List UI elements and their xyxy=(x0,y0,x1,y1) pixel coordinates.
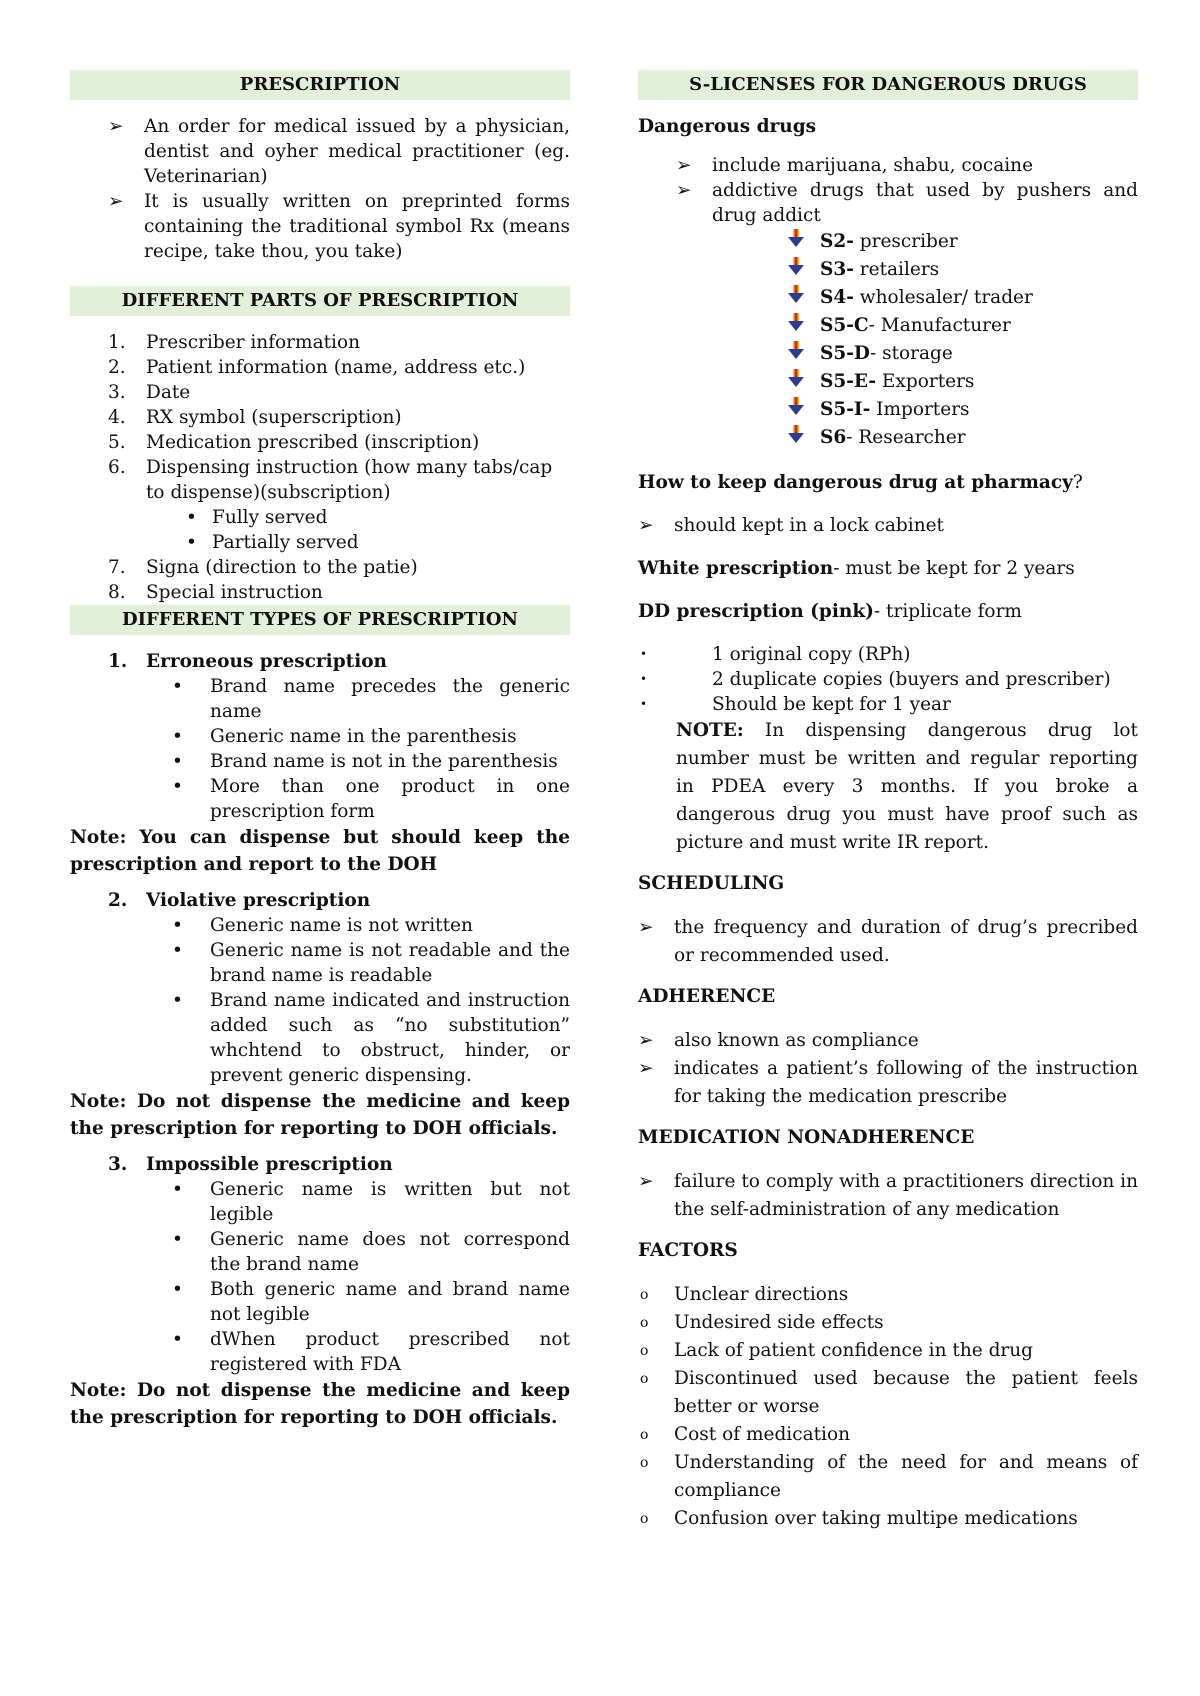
list-item xyxy=(638,1365,1138,1421)
text: Generic name is not written xyxy=(210,915,473,936)
list-item xyxy=(70,1227,570,1277)
list-item xyxy=(638,368,1138,396)
list-item xyxy=(70,555,570,580)
text: Partially served xyxy=(212,532,359,553)
list-item xyxy=(70,938,570,988)
bullet-icon: • xyxy=(172,940,183,961)
text: In dispensing dangerous drug lot number must be written and regular reporting in PDEA every 3 months. If you broke a dangerous drug you must have proof such as picture and must write IR report. xyxy=(676,720,1138,853)
list-item xyxy=(638,914,1138,970)
text: Cost of medication xyxy=(674,1424,851,1445)
list-item xyxy=(70,114,570,189)
text: retailers xyxy=(853,259,940,280)
text: Medication prescribed (inscription) xyxy=(146,432,480,453)
circle-bullet-icon: o xyxy=(640,1455,649,1471)
text: Both generic name and brand name not legible xyxy=(210,1279,570,1325)
bullet-icon: • xyxy=(172,990,183,1011)
text: dWhen product prescribed not registered with FDA xyxy=(210,1329,570,1375)
list-item xyxy=(638,312,1138,340)
list-item xyxy=(70,1177,570,1227)
text: Date xyxy=(146,382,191,403)
list-item xyxy=(70,988,570,1088)
down-arrow-bullet-icon xyxy=(788,228,804,248)
text: ? xyxy=(1072,472,1083,493)
down-arrow-bullet-icon xyxy=(788,340,804,360)
text: 2 duplicate copies (buyers and prescriber) xyxy=(712,669,1111,690)
nonadherence-heading: MEDICATION NONADHERENCE xyxy=(638,1127,975,1148)
list-item xyxy=(70,189,570,264)
list-item xyxy=(70,405,570,430)
text: failure to comply with a practitioners direction in the self-administration of any medication xyxy=(674,1171,1138,1220)
text: Generic name is not readable and the brand name is readable xyxy=(210,940,570,986)
text: wholesaler/ trader xyxy=(853,287,1033,308)
arrow-bullet-icon: ➢ xyxy=(638,1058,654,1079)
text: Exporters xyxy=(876,371,975,392)
erroneous-title xyxy=(70,649,570,674)
bullet-icon: • xyxy=(172,776,183,797)
bullet-icon: • xyxy=(186,532,197,553)
storage-question xyxy=(638,470,1138,495)
list-item xyxy=(638,1027,1138,1055)
text: also known as compliance xyxy=(674,1030,919,1051)
text: - Researcher xyxy=(846,427,966,448)
text: the frequency and duration of drug’s precribed or recommended used. xyxy=(674,917,1138,966)
text: Discontinued used because the patient feels better or worse xyxy=(674,1368,1138,1417)
list-number: 4. xyxy=(108,407,126,428)
text: An order for medical issued by a physician, dentist and oyher medical practitioner (eg. Veterinarian) xyxy=(144,116,570,187)
list-item xyxy=(70,1277,570,1327)
text: - triplicate form xyxy=(873,601,1022,622)
bullet-icon: • xyxy=(640,697,648,711)
list-item xyxy=(70,430,570,455)
text: Generic name does not correspond the brand name xyxy=(210,1229,570,1275)
list-number: 2. xyxy=(108,357,126,378)
text: should kept in a lock cabinet xyxy=(674,515,944,536)
down-arrow-bullet-icon xyxy=(788,312,804,332)
arrow-bullet-icon: ➢ xyxy=(638,917,654,938)
erroneous-note: Note: You can dispense but should keep the prescription and report to the DOH xyxy=(70,827,570,875)
text: S5-I- xyxy=(820,399,871,420)
list-item xyxy=(638,424,1138,452)
circle-bullet-icon: o xyxy=(640,1315,649,1331)
text: Unclear directions xyxy=(674,1284,849,1305)
list-item xyxy=(70,913,570,938)
list-number: 1. xyxy=(108,651,128,672)
list-item xyxy=(638,1309,1138,1337)
text: 1 original copy (RPh) xyxy=(712,644,911,665)
text: S3- xyxy=(820,259,854,280)
text: Prescriber information xyxy=(146,332,361,353)
list-item xyxy=(70,505,570,530)
bullet-icon: • xyxy=(172,1329,183,1350)
right-column xyxy=(638,70,1138,1533)
text: Undesired side effects xyxy=(674,1312,884,1333)
types-heading: DIFFERENT TYPES OF PRESCRIPTION xyxy=(70,605,570,635)
white-prescription xyxy=(638,556,1138,581)
list-item xyxy=(70,355,570,380)
list-number: 2. xyxy=(108,890,128,911)
list-number: 5. xyxy=(108,432,126,453)
list-item xyxy=(70,1327,570,1377)
circle-bullet-icon: o xyxy=(640,1287,649,1303)
list-number: 8. xyxy=(108,582,126,603)
list-item xyxy=(638,1505,1138,1533)
list-item xyxy=(638,178,1138,228)
list-item xyxy=(70,749,570,774)
list-item xyxy=(638,1337,1138,1365)
text: S5-C xyxy=(820,315,869,336)
bullet-icon: • xyxy=(172,1229,183,1250)
list-item xyxy=(638,1055,1138,1111)
list-item xyxy=(70,380,570,405)
text: S5-E- xyxy=(820,371,877,392)
bullet-icon: • xyxy=(640,647,648,661)
circle-bullet-icon: o xyxy=(640,1343,649,1359)
text: Signa (direction to the patie) xyxy=(146,557,418,578)
circle-bullet-icon: o xyxy=(640,1427,649,1443)
list-item xyxy=(638,340,1138,368)
impossible-note: Note: Do not dispense the medicine and keep the prescription for reporting to DOH officials. xyxy=(70,1380,570,1428)
bullet-icon: • xyxy=(172,751,183,772)
text: Brand name precedes the generic name xyxy=(210,676,570,722)
text: Importers xyxy=(870,399,970,420)
text: Generic name is written but not legible xyxy=(210,1179,570,1225)
text: It is usually written on preprinted forms containing the traditional symbol Rx (means recipe, take thou, you take) xyxy=(144,191,570,262)
circle-bullet-icon: o xyxy=(640,1511,649,1527)
text: S6 xyxy=(820,427,847,448)
factors-heading: FACTORS xyxy=(638,1240,738,1261)
bullet-icon: • xyxy=(172,676,183,697)
text: Patient information (name, address etc.) xyxy=(146,357,526,378)
text: Confusion over taking multipe medications xyxy=(674,1508,1078,1529)
licenses-heading: S-LICENSES FOR DANGEROUS DRUGS xyxy=(638,70,1138,100)
arrow-bullet-icon: ➢ xyxy=(638,1030,654,1051)
down-arrow-bullet-icon xyxy=(788,368,804,388)
arrow-bullet-icon: ➢ xyxy=(108,191,124,212)
arrow-bullet-icon: ➢ xyxy=(638,1171,654,1192)
circle-bullet-icon: o xyxy=(640,1371,649,1387)
text: Brand name indicated and instruction added such as “no substitution” whchtend to obstruct, hinder, or prevent generic dispensing. xyxy=(210,990,570,1086)
text: include marijuana, shabu, cocaine xyxy=(712,155,1034,176)
list-item xyxy=(638,256,1138,284)
arrow-bullet-icon: ➢ xyxy=(676,155,692,176)
down-arrow-bullet-icon xyxy=(788,284,804,304)
list-item xyxy=(70,455,570,505)
license-codes-list xyxy=(638,228,1138,452)
list-item xyxy=(70,580,570,605)
bullet-icon: • xyxy=(172,1279,183,1300)
text: Special instruction xyxy=(146,582,323,603)
text: Impossible prescription xyxy=(146,1154,393,1175)
text: addictive drugs that used by pushers and drug addict xyxy=(712,180,1138,226)
text: How to keep dangerous drug at pharmacy xyxy=(638,472,1073,493)
violative-note: Note: Do not dispense the medicine and keep the prescription for reporting to DOH officials. xyxy=(70,1091,570,1139)
list-item xyxy=(70,724,570,749)
list-item xyxy=(638,692,1138,717)
list-item xyxy=(70,674,570,724)
bullet-icon: • xyxy=(172,1179,183,1200)
list-item xyxy=(638,1421,1138,1449)
list-item xyxy=(638,228,1138,256)
down-arrow-bullet-icon xyxy=(788,424,804,444)
down-arrow-bullet-icon xyxy=(788,256,804,276)
text: - Manufacturer xyxy=(868,315,1011,336)
left-column xyxy=(70,70,570,1431)
list-item xyxy=(638,1281,1138,1309)
text: More than one product in one prescription form xyxy=(210,776,570,822)
bullet-icon: • xyxy=(172,726,183,747)
text: - storage xyxy=(869,343,953,364)
down-arrow-bullet-icon xyxy=(788,396,804,416)
violative-title xyxy=(70,888,570,913)
list-item xyxy=(638,153,1138,178)
text: prescriber xyxy=(853,231,958,252)
list-item xyxy=(638,667,1138,692)
bullet-icon: • xyxy=(640,672,648,686)
text: Understanding of the need for and means of compliance xyxy=(674,1452,1138,1501)
text: S5-D xyxy=(820,343,870,364)
list-number: 3. xyxy=(108,382,126,403)
dd-prescription xyxy=(638,599,1138,624)
list-item xyxy=(638,284,1138,312)
bullet-icon: • xyxy=(186,507,197,528)
text: White prescription xyxy=(638,558,834,579)
dd-note xyxy=(638,717,1138,857)
text: Erroneous prescription xyxy=(146,651,388,672)
list-item xyxy=(638,1449,1138,1505)
adherence-heading: ADHERENCE xyxy=(638,986,776,1007)
list-item xyxy=(70,774,570,824)
list-item xyxy=(638,396,1138,424)
list-number: 6. xyxy=(108,457,126,478)
text: S2- xyxy=(820,231,854,252)
list-item xyxy=(70,530,570,555)
arrow-bullet-icon: ➢ xyxy=(638,515,654,536)
text: Generic name in the parenthesis xyxy=(210,726,517,747)
parts-heading: DIFFERENT PARTS OF PRESCRIPTION xyxy=(70,286,570,316)
text: indicates a patient’s following of the instruction for taking the medication prescribe xyxy=(674,1058,1138,1107)
text: S4- xyxy=(820,287,854,308)
text: DD prescription (pink) xyxy=(638,601,874,622)
list-number: 7. xyxy=(108,557,126,578)
text: Should be kept for 1 year xyxy=(712,694,951,715)
arrow-bullet-icon: ➢ xyxy=(108,116,124,137)
scheduling-heading: SCHEDULING xyxy=(638,873,785,894)
list-item xyxy=(70,330,570,355)
text: RX symbol (superscription) xyxy=(146,407,402,428)
list-item xyxy=(638,642,1138,667)
list-item xyxy=(638,1168,1138,1224)
arrow-bullet-icon: ➢ xyxy=(676,180,692,201)
text: Violative prescription xyxy=(146,890,371,911)
text: Brand name is not in the parenthesis xyxy=(210,751,558,772)
text: Fully served xyxy=(212,507,328,528)
text: Lack of patient confidence in the drug xyxy=(674,1340,1034,1361)
bullet-icon: • xyxy=(172,915,183,936)
dangerous-drugs-subheading: Dangerous drugs xyxy=(638,116,817,137)
text: - must be kept for 2 years xyxy=(833,558,1075,579)
list-number: 1. xyxy=(108,332,126,353)
text: NOTE: xyxy=(676,720,744,741)
prescription-heading: PRESCRIPTION xyxy=(70,70,570,100)
list-item xyxy=(638,513,1138,538)
text: Dispensing instruction (how many tabs/cap to dispense)(subscription) xyxy=(146,457,553,503)
impossible-title xyxy=(70,1152,570,1177)
list-number: 3. xyxy=(108,1154,128,1175)
